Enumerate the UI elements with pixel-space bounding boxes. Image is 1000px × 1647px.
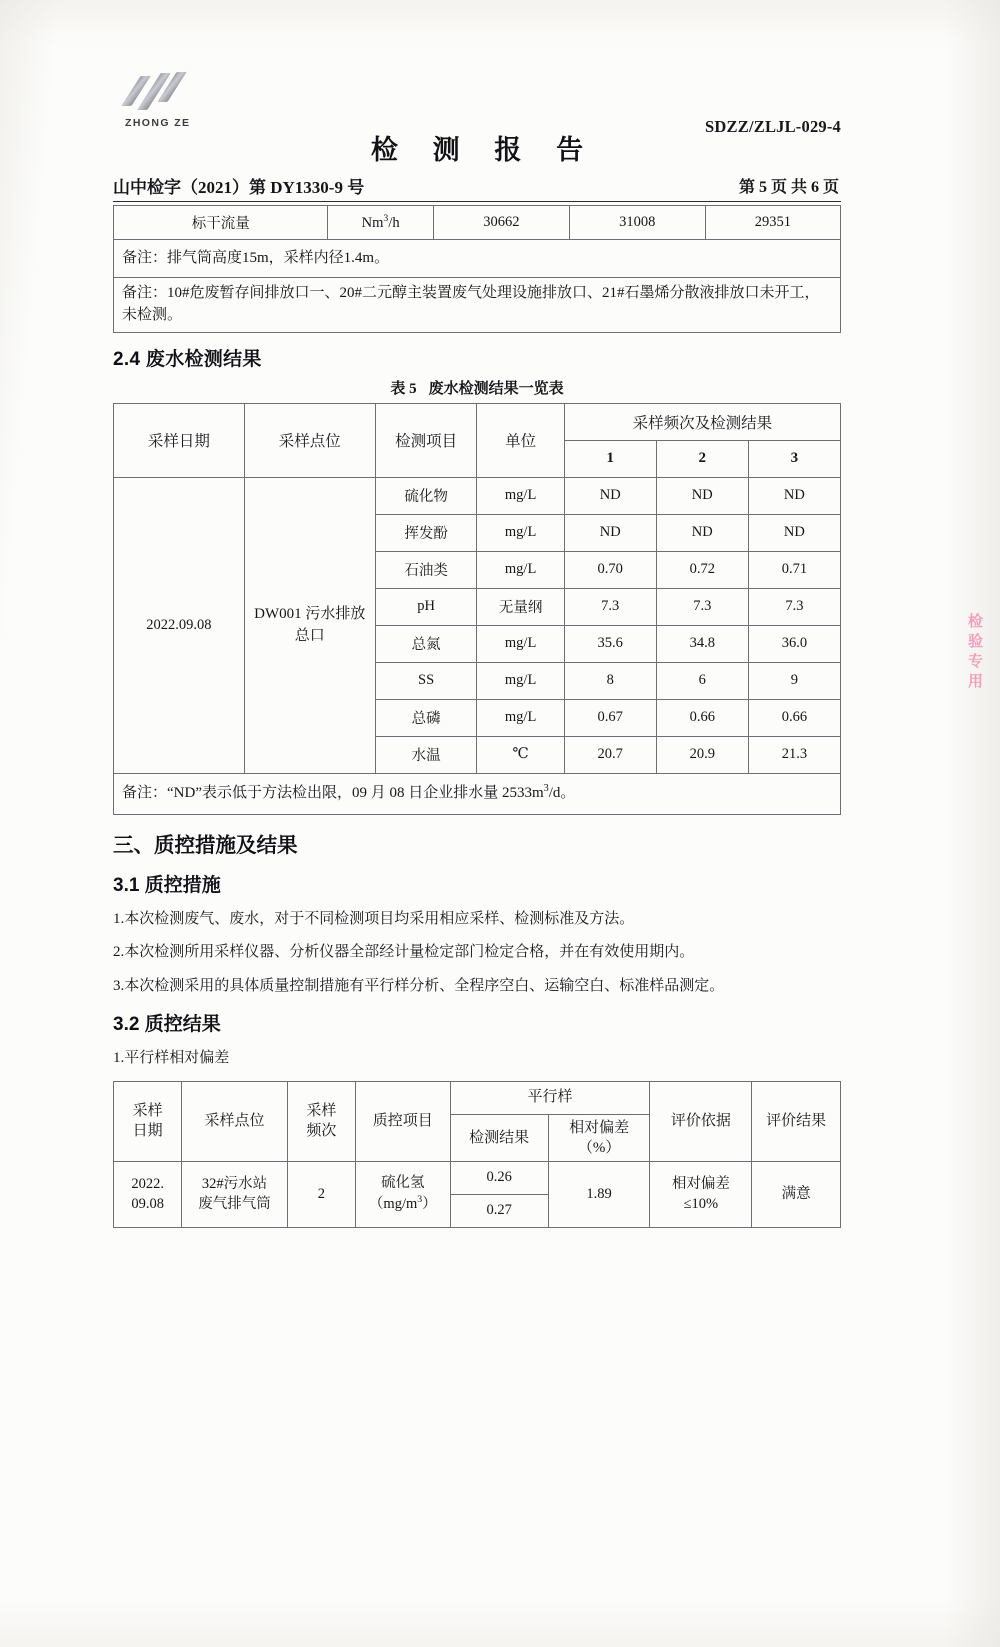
cell-unit: mg/L	[477, 662, 564, 699]
qc-th-deviation-line1: 相对偏差	[569, 1119, 630, 1136]
th-unit: 单位	[477, 403, 564, 477]
qc-th-deviation-line2: （%）	[577, 1139, 621, 1156]
qc-th-parallel: 平行样	[450, 1081, 650, 1114]
qc-basis-line2: ≤10%	[683, 1195, 719, 1212]
cell-value-1: 20.7	[564, 736, 656, 773]
report-number: 山中检字（2021）第 DY1330-9 号	[113, 178, 365, 197]
qc-th-basis: 评价依据	[650, 1081, 752, 1162]
cell-value-3: 7.3	[748, 588, 840, 625]
cell-value-2: ND	[656, 514, 748, 551]
table-header-row	[114, 1081, 841, 1114]
cell-item: 石油类	[375, 551, 477, 588]
cell-value-1: 0.67	[564, 699, 656, 736]
flow-label: 标干流量	[114, 206, 328, 240]
cell-item: 挥发酚	[375, 514, 477, 551]
cell-value-3: ND	[748, 514, 840, 551]
qc-measure-2: 2.本次检测所用采样仪器、分析仪器全部经计量检定部门检定合格，并在有效使用期内。	[113, 944, 695, 960]
qc-cell-item	[356, 1162, 451, 1228]
qc-th-freq-line2: 频次	[306, 1123, 337, 1140]
cell-unit: mg/L	[477, 477, 564, 514]
cell-unit: mg/L	[477, 699, 564, 736]
stamp-char-3: 专	[968, 654, 984, 670]
page-number: 第 5 页 共 6 页	[738, 179, 839, 196]
th-frequency-3: 3	[748, 440, 840, 477]
cell-value-2: 0.72	[656, 551, 748, 588]
report-title: 检 测 报 告	[370, 135, 598, 165]
cell-value-3: 36.0	[748, 625, 840, 662]
qc-th-freq-line1: 采样	[306, 1103, 337, 1119]
qc-th-deviation	[548, 1114, 650, 1162]
stamp-char-2: 验	[968, 634, 984, 650]
table-row	[114, 1162, 841, 1195]
table5-note	[114, 773, 841, 814]
qc-th-evaluation: 评价结果	[752, 1081, 841, 1162]
th-frequency-2: 2	[656, 440, 748, 477]
qc-cell-evaluation: 满意	[752, 1162, 841, 1228]
flow-value-1: 30662	[433, 206, 569, 240]
wastewater-results-table	[113, 403, 841, 815]
table-row	[114, 278, 841, 333]
qc-item-unit-prefix: （mg/m	[368, 1196, 418, 1213]
cell-value-2: ND	[656, 477, 748, 514]
qc-item-name: 硫化氢	[381, 1175, 425, 1192]
parallel-sample-deviation-table	[113, 1081, 841, 1229]
logo-bars-icon	[127, 72, 197, 114]
qc-th-date-line2: 日期	[132, 1123, 163, 1140]
qc-cell-result-2: 0.27	[450, 1195, 548, 1228]
cell-value-1: ND	[564, 514, 656, 551]
cell-value-3: ND	[748, 477, 840, 514]
table5-caption-title: 废水检测结果一览表	[428, 380, 564, 397]
cell-value-2: 7.3	[656, 588, 748, 625]
qc-item-unit	[369, 1196, 437, 1212]
cell-value-3: 0.71	[748, 551, 840, 588]
cell-unit: mg/L	[477, 625, 564, 662]
table-row	[114, 773, 841, 814]
qc-point-line2: 废气排气筒	[198, 1195, 271, 1212]
stamp-char-1: 检	[968, 614, 984, 630]
qc-cell-date	[114, 1162, 182, 1228]
qc-point-line1: 32#污水站	[201, 1175, 268, 1192]
qc-basis-line1: 相对偏差	[671, 1175, 730, 1192]
cell-item: SS	[375, 662, 477, 699]
cell-value-3: 0.66	[748, 699, 840, 736]
cell-value-1: 7.3	[564, 588, 656, 625]
cell-unit: mg/L	[477, 551, 564, 588]
cell-value-1: 8	[564, 662, 656, 699]
table5-caption	[113, 377, 841, 398]
qc-th-sample-point: 采样点位	[182, 1081, 287, 1162]
cell-value-1: ND	[564, 477, 656, 514]
qc-th-frequency	[287, 1081, 355, 1162]
table-row	[114, 240, 841, 278]
qc-measure-1: 1.本次检测废气、废水，对于不同检测项目均采用相应采样、检测标准及方法。	[113, 910, 635, 927]
qc-th-sample-date	[114, 1081, 182, 1162]
qc-measure-3: 3.本次检测采用的具体质量控制措施有平行样分析、全程序空白、运输空白、标准样品测定。	[113, 977, 725, 994]
table5-caption-number: 表 5	[390, 380, 417, 397]
section-heading-3-2: 3.2 质控结果	[113, 1014, 221, 1035]
qc-cell-result-1: 0.26	[450, 1162, 548, 1195]
cell-value-3: 9	[748, 662, 840, 699]
page-content	[113, 66, 841, 1228]
table5-note-superscript: 3	[543, 783, 549, 795]
document-code: SDZZ/ZLJL-029-4	[705, 117, 841, 136]
th-frequency-1: 1	[564, 440, 656, 477]
cell-value-1: 0.70	[564, 551, 656, 588]
cell-value-2: 34.8	[656, 625, 748, 662]
qc-cell-basis	[650, 1162, 752, 1228]
company-logo	[119, 72, 211, 134]
table5-note-suffix: /d。	[548, 785, 576, 802]
cell-value-3: 21.3	[748, 736, 840, 773]
flow-unit	[328, 206, 433, 240]
qc-list-title: 1.平行样相对偏差	[113, 1050, 230, 1066]
qc-th-date-line1: 采样	[132, 1103, 163, 1119]
cell-sample-date: 2022.09.08	[114, 477, 245, 773]
cell-sample-point: DW001 污水排放总口	[244, 477, 375, 773]
section-heading-2-4: 2.4 废水检测结果	[113, 348, 262, 370]
qc-date-line2: 09.08	[131, 1195, 164, 1212]
qc-cell-deviation: 1.89	[548, 1162, 650, 1228]
section-heading-3: 三、质控措施及结果	[113, 833, 298, 857]
header-subline	[113, 173, 841, 199]
cell-item: 总磷	[375, 699, 477, 736]
cell-value-2: 20.9	[656, 736, 748, 773]
flow-value-3: 29351	[705, 206, 840, 240]
logo-text: ZHONG ZE	[125, 117, 191, 129]
table-row	[114, 206, 841, 240]
qc-cell-frequency: 2	[287, 1162, 355, 1228]
page-header	[113, 66, 841, 197]
qc-cell-point	[182, 1162, 287, 1228]
cell-value-2: 6	[656, 662, 748, 699]
unit-superscript: 3	[383, 213, 389, 225]
cell-item: pH	[375, 588, 477, 625]
qc-th-result: 检测结果	[450, 1114, 548, 1162]
th-frequency-group: 采样频次及检测结果	[564, 403, 840, 440]
unit-prefix: Nm	[361, 214, 384, 231]
cell-item: 总氮	[375, 625, 477, 662]
exhaust-note-1: 备注：排气筒高度15m，采样内径1.4m。	[114, 240, 841, 278]
exhaust-flow-table	[113, 205, 841, 333]
cell-unit: mg/L	[477, 514, 564, 551]
qc-date-line1: 2022.	[131, 1175, 164, 1192]
table-header-row	[114, 403, 841, 440]
cell-item: 硫化物	[375, 477, 477, 514]
cell-value-1: 35.6	[564, 625, 656, 662]
table5-note-prefix: 备注：“ND”表示低于方法检出限，09 月 08 日企业排水量 2533m	[122, 785, 544, 802]
stamp-char-4: 用	[968, 674, 984, 690]
qc-th-item: 质控项目	[356, 1081, 451, 1162]
qc-item-unit-superscript: 3	[417, 1194, 423, 1206]
section-heading-3-1: 3.1 质控措施	[113, 874, 221, 896]
qc-item-unit-suffix: ）	[422, 1196, 437, 1213]
unit-suffix: /h	[388, 214, 400, 231]
cell-unit: 无量纲	[477, 588, 564, 625]
flow-value-2: 31008	[569, 206, 705, 240]
th-sample-date: 采样日期	[114, 403, 245, 477]
th-sample-point: 采样点位	[244, 403, 375, 477]
cell-value-2: 0.66	[656, 699, 748, 736]
header-divider	[113, 201, 841, 202]
cell-item: 水温	[375, 736, 477, 773]
exhaust-note-2: 备注：10#危废暂存间排放口一、20#二元醇主装置废气处理设施排放口、21#石墨烯分散液排放口未开工，未检测。	[114, 278, 841, 333]
table-row	[114, 477, 841, 514]
th-test-item: 检测项目	[375, 403, 477, 477]
cell-unit: ℃	[477, 736, 564, 773]
